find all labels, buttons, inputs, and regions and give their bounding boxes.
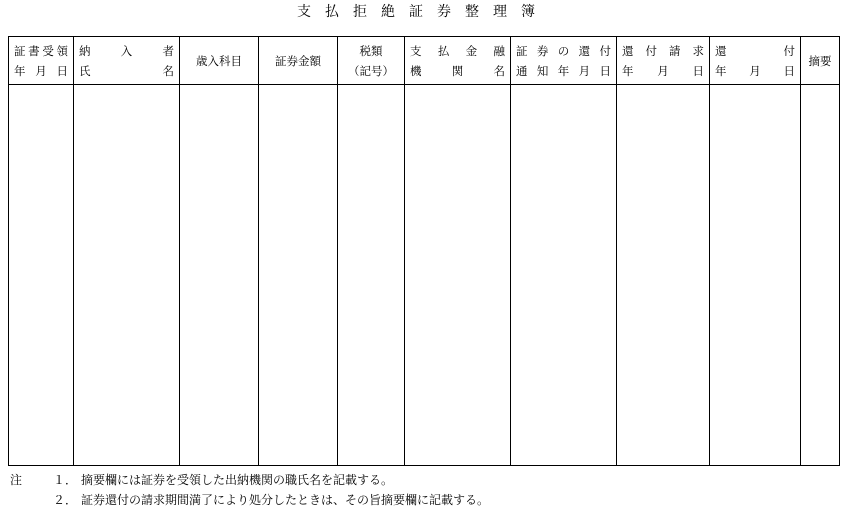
- header-remarks: 摘要: [801, 37, 840, 85]
- header-line-1: 納 入 者: [79, 43, 174, 58]
- header-line-1: 証 書 受 領: [14, 43, 68, 58]
- header-line-2: 機 関 名: [410, 63, 505, 78]
- notes: [10, 470, 489, 510]
- header-row: [9, 37, 840, 85]
- header-paying-bank: [405, 37, 511, 85]
- note-item: [10, 490, 489, 510]
- header-tax-type: 税類 （記号）: [338, 37, 405, 85]
- note-item: [10, 470, 489, 490]
- cell-revenue-item[interactable]: [180, 85, 259, 466]
- table-row: [9, 85, 840, 466]
- header-revenue-item: 歳入科目: [180, 37, 259, 85]
- header-line-2: 氏 名: [79, 63, 174, 78]
- cell-paying-bank[interactable]: [405, 85, 511, 466]
- header-line-1: 還 付: [715, 43, 795, 58]
- page-title: 支払拒絶証券整理簿: [297, 4, 549, 20]
- header-payer-name: [74, 37, 180, 85]
- header-line-1: 証 券 の 還 付: [516, 43, 611, 58]
- header-line-1: 支 払 金 融: [410, 43, 505, 58]
- header-return-date: [710, 37, 801, 85]
- ledger-table: [8, 36, 840, 466]
- note-number: ２．: [52, 493, 77, 507]
- note-number: １．: [52, 473, 77, 487]
- cell-received-date[interactable]: [9, 85, 74, 466]
- cell-securities-amount[interactable]: [259, 85, 338, 466]
- header-line-2: 通 知 年 月 日: [516, 63, 611, 78]
- cell-return-notice-date[interactable]: [511, 85, 617, 466]
- cell-return-request-date[interactable]: [617, 85, 710, 466]
- cell-remarks[interactable]: [801, 85, 840, 466]
- header-return-request-date: [617, 37, 710, 85]
- header-received-date: [9, 37, 74, 85]
- cell-tax-type[interactable]: [338, 85, 405, 466]
- header-line-2: 年 月 日: [715, 63, 795, 78]
- note-text: 摘要欄には証券を受領した出納機関の職氏名を記載する。: [81, 473, 394, 487]
- note-prefix: 注: [10, 473, 23, 487]
- note-text: 証券還付の請求期間満了により処分したときは、その旨摘要欄に記載する。: [81, 493, 490, 507]
- cell-payer-name[interactable]: [74, 85, 180, 466]
- header-line-2: 年 月 日: [14, 63, 68, 78]
- cell-return-date[interactable]: [710, 85, 801, 466]
- header-return-notice-date: [511, 37, 617, 85]
- header-securities-amount: 証券金額: [259, 37, 338, 85]
- header-line-2: 年 月 日: [622, 63, 704, 78]
- header-line-1: 還 付 請 求: [622, 43, 704, 58]
